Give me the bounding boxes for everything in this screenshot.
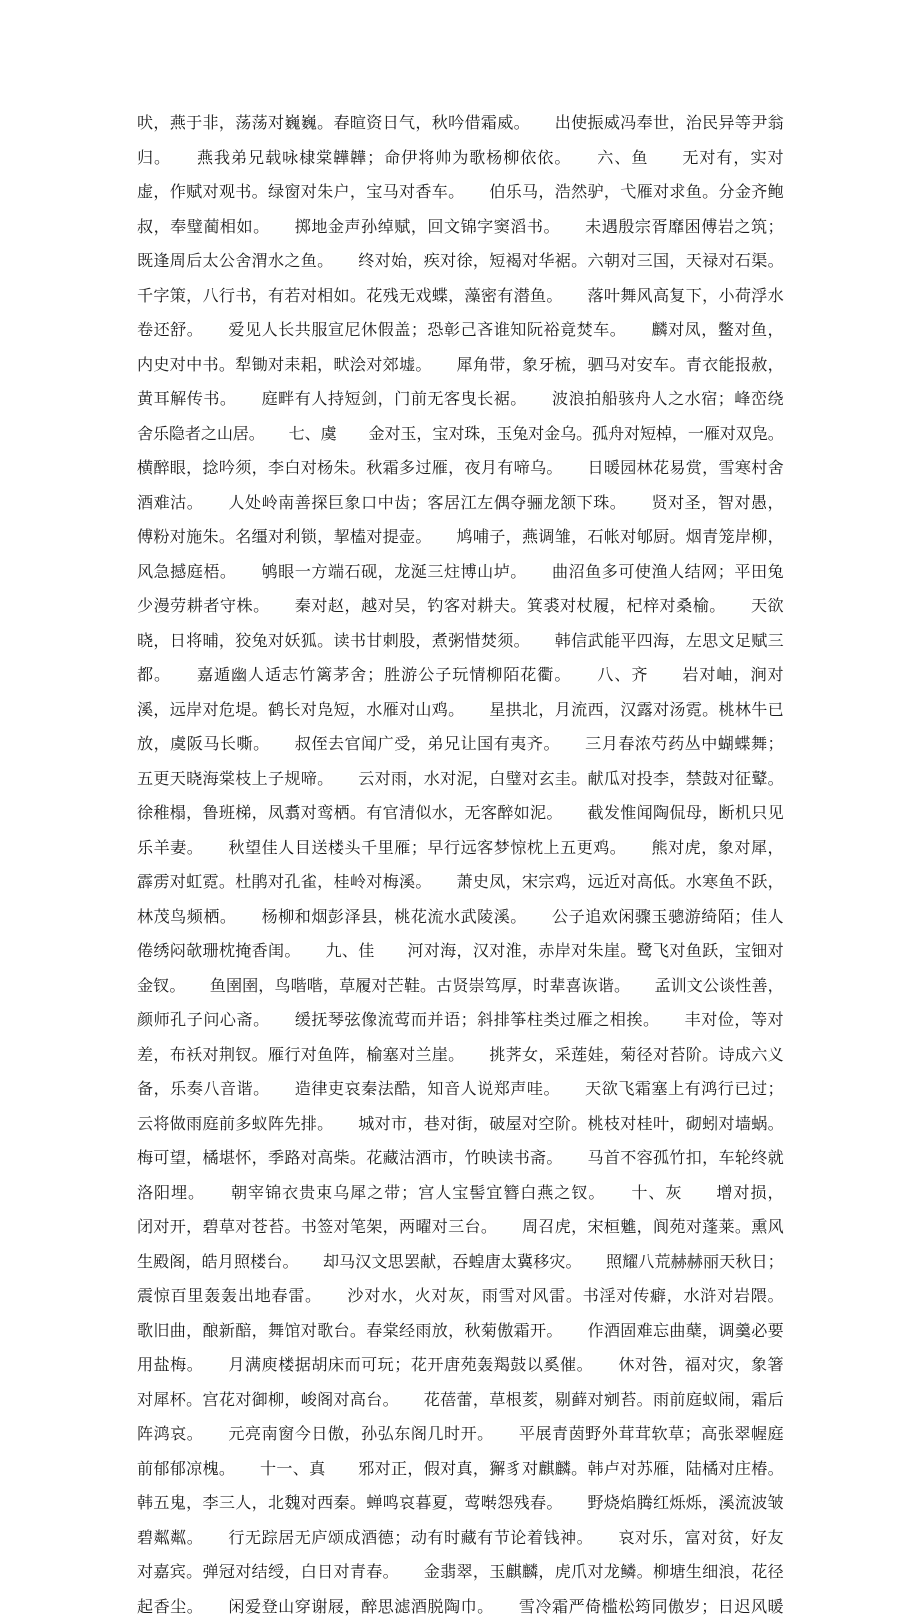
text-line: 阵鸿哀。 元亮南窗今日傲，孙弘东阁几时开。 平展青茵野外茸茸软草；高张翠幄庭 xyxy=(137,1417,784,1452)
text-line: 放，虞阪马长嘶。 叔侄去官闻广受，弟兄让国有夷齐。 三月春浓芍药丛中蝴蝶舞； xyxy=(137,727,784,762)
text-line: 晓，日将晡，狡兔对妖狐。读书甘刺股，煮粥惜焚须。 韩信武能平四海，左思文足赋三 xyxy=(137,624,784,659)
text-line: 起香尘。 闲爱登山穿谢屐，醉思滤酒脱陶巾。 雪冷霜严倚槛松筠同傲岁；日迟风暖 xyxy=(137,1590,784,1624)
text-line: 少漫劳耕者守株。 秦对赵，越对吴，钓客对耕夫。箕裘对杖履，杞梓对桑榆。 天欲 xyxy=(137,589,784,624)
text-line: 歌旧曲，酿新醅，舞馆对歌台。春棠经雨放，秋菊傲霜开。 作酒固难忘曲蘖，调羹必要 xyxy=(137,1314,784,1349)
text-line: 生殿阁，皓月照楼台。 却马汉文思罢献，吞蝗唐太冀移灾。 照耀八荒赫赫丽天秋日； xyxy=(137,1245,784,1280)
text-line: 震惊百里轰轰出地春雷。 沙对水，火对灰，雨雪对风雷。书淫对传癖，水浒对岩隈。 xyxy=(137,1279,784,1314)
text-line: 碧粼粼。 行无踪居无庐颂成酒德；动有时藏有节论着钱神。 哀对乐，富对贫，好友 xyxy=(137,1521,784,1556)
text-line: 归。 燕我弟兄载咏棣棠韡韡；命伊将帅为歌杨柳依依。 六、鱼 无对有，实对 xyxy=(137,141,784,176)
text-line: 前郁郁凉槐。 十一、真 邪对正，假对真，獬豸对麒麟。韩卢对苏雁，陆橘对庄椿。 xyxy=(137,1452,784,1487)
text-line: 既逢周后太公舍渭水之鱼。 终对始，疾对徐，短褐对华裾。六朝对三国，天禄对石渠。 xyxy=(137,244,784,279)
text-line: 五更天晓海棠枝上子规啼。 云对雨，水对泥，白璧对玄圭。献瓜对投李，禁鼓对征鼙。 xyxy=(137,762,784,797)
text-line: 颜师孔子问心斋。 缓抚琴弦像流莺而并语；斜排筝柱类过雁之相挨。 丰对俭，等对 xyxy=(137,1003,784,1038)
text-line: 虚，作赋对观书。绿窗对朱户，宝马对香车。 伯乐马，浩然驴，弋雁对求鱼。分金齐鲍 xyxy=(137,175,784,210)
text-line: 千字策，八行书，有若对相如。花残无戏蝶，藻密有潜鱼。 落叶舞风高复下，小荷浮水 xyxy=(137,279,784,314)
text-line: 闭对开，碧草对苍苔。书签对笔架，两曜对三台。 周召虎，宋桓魋，阆苑对蓬莱。熏风 xyxy=(137,1210,784,1245)
text-line: 溪，远岸对危堤。鹤长对凫短，水雁对山鸡。 星拱北，月流西，汉露对汤霓。桃林牛已 xyxy=(137,693,784,728)
text-line: 风急撼庭梧。 鸲眼一方端石砚，龙涎三炷博山垆。 曲沼鱼多可使渔人结网；平田兔 xyxy=(137,555,784,590)
text-line: 霹雳对虹霓。杜鹃对孔雀，桂岭对梅溪。 萧史凤，宋宗鸡，远近对高低。水寒鱼不跃， xyxy=(137,865,784,900)
text-line: 黄耳解传书。 庭畔有人持短剑，门前无客曳长裾。 波浪拍船骇舟人之水宿；峰峦绕 xyxy=(137,382,784,417)
text-line: 徐稚榻，鲁班梯，凤翥对鸾栖。有官清似水，无客醉如泥。 截发惟闻陶侃母，断机只见 xyxy=(137,796,784,831)
text-line: 吠，燕于非，荡荡对巍巍。春暄资日气，秋吟借霜威。 出使振威冯奉世，治民异等尹翁 xyxy=(137,106,784,141)
text-line: 酒难沽。 人处岭南善探巨象口中齿；客居江左偶夺骊龙颔下珠。 贤对圣，智对愚， xyxy=(137,486,784,521)
text-line: 对犀杯。宫花对御柳，峻阁对高台。 花蓓蕾，草根荄，剔藓对剜苔。雨前庭蚁闹，霜后 xyxy=(137,1383,784,1418)
text-line: 倦绣闷欹珊枕掩香闺。 九、佳 河对海，汉对淮，赤岸对朱崖。鹭飞对鱼跃，宝钿对 xyxy=(137,934,784,969)
text-line: 梅可望，橘堪怀，季路对高柴。花藏沽酒市，竹映读书斋。 马首不容孤竹扣，车轮终就 xyxy=(137,1141,784,1176)
text-line: 韩五鬼，李三人，北魏对西秦。蝉鸣哀暮夏，莺啭怨残春。 野烧焰腾红烁烁，溪流波皱 xyxy=(137,1486,784,1521)
text-line: 舍乐隐者之山居。 七、虞 金对玉，宝对珠，玉兔对金乌。孤舟对短棹，一雁对双凫。 xyxy=(137,417,784,452)
text-line: 叔，奉璧蔺相如。 掷地金声孙绰赋，回文锦字窦滔书。 未遇殷宗胥靡困傅岩之筑； xyxy=(137,210,784,245)
text-line: 横醉眼，捻吟须，李白对杨朱。秋霜多过雁，夜月有啼乌。 日暖园林花易赏，雪寒村舍 xyxy=(137,451,784,486)
text-line: 对嘉宾。弹冠对结绶，白日对青春。 金翡翠，玉麒麟，虎爪对龙鳞。柳塘生细浪，花径 xyxy=(137,1555,784,1590)
text-line: 内史对中书。犁锄对耒耜，畎浍对郊墟。 犀角带，象牙梳，驷马对安车。青衣能报赦， xyxy=(137,348,784,383)
text-line: 云将做雨庭前多蚁阵先排。 城对市，巷对街，破屋对空阶。桃枝对桂叶，砌蚓对墙蜗。 xyxy=(137,1107,784,1142)
text-line: 傅粉对施朱。名缰对利锁，挈榼对提壶。 鸠哺子，燕调雏，石帐对郇厨。烟青笼岸柳， xyxy=(137,520,784,555)
text-line: 卷还舒。 爱见人长共服宣尼休假盖；恐彰己吝谁知阮裕竟焚车。 麟对凤，鳖对鱼， xyxy=(137,313,784,348)
text-line: 用盐梅。 月满庾楼据胡床而可玩；花开唐苑轰羯鼓以奚催。 休对咎，福对灾，象箸 xyxy=(137,1348,784,1383)
text-line: 备，乐奏八音谐。 造律吏哀秦法酷，知音人说郑声哇。 天欲飞霜塞上有鸿行已过； xyxy=(137,1072,784,1107)
text-line: 都。 嘉遁幽人适志竹篱茅舍；胜游公子玩情柳陌花衢。 八、齐 岩对岫，涧对 xyxy=(137,658,784,693)
text-line: 洛阳埋。 朝宰锦衣贵束乌犀之带；宫人宝髻宜簪白燕之钗。 十、灰 增对损， xyxy=(137,1176,784,1211)
text-line: 差，布袄对荆钗。雁行对鱼阵，榆塞对兰崖。 挑荠女，采莲娃，菊径对苔阶。诗成六义 xyxy=(137,1038,784,1073)
body-text xyxy=(137,106,784,1624)
text-line: 乐羊妻。 秋望佳人目送楼头千里雁；早行远客梦惊枕上五更鸡。 熊对虎，象对犀， xyxy=(137,831,784,866)
text-line: 金钗。 鱼圉圉，鸟喈喈，草履对芒鞋。古贤崇笃厚，时辈喜诙谐。 孟训文公谈性善， xyxy=(137,969,784,1004)
text-line: 林茂鸟频栖。 杨柳和烟彭泽县，桃花流水武陵溪。 公子追欢闲骤玉骢游绮陌；佳人 xyxy=(137,900,784,935)
